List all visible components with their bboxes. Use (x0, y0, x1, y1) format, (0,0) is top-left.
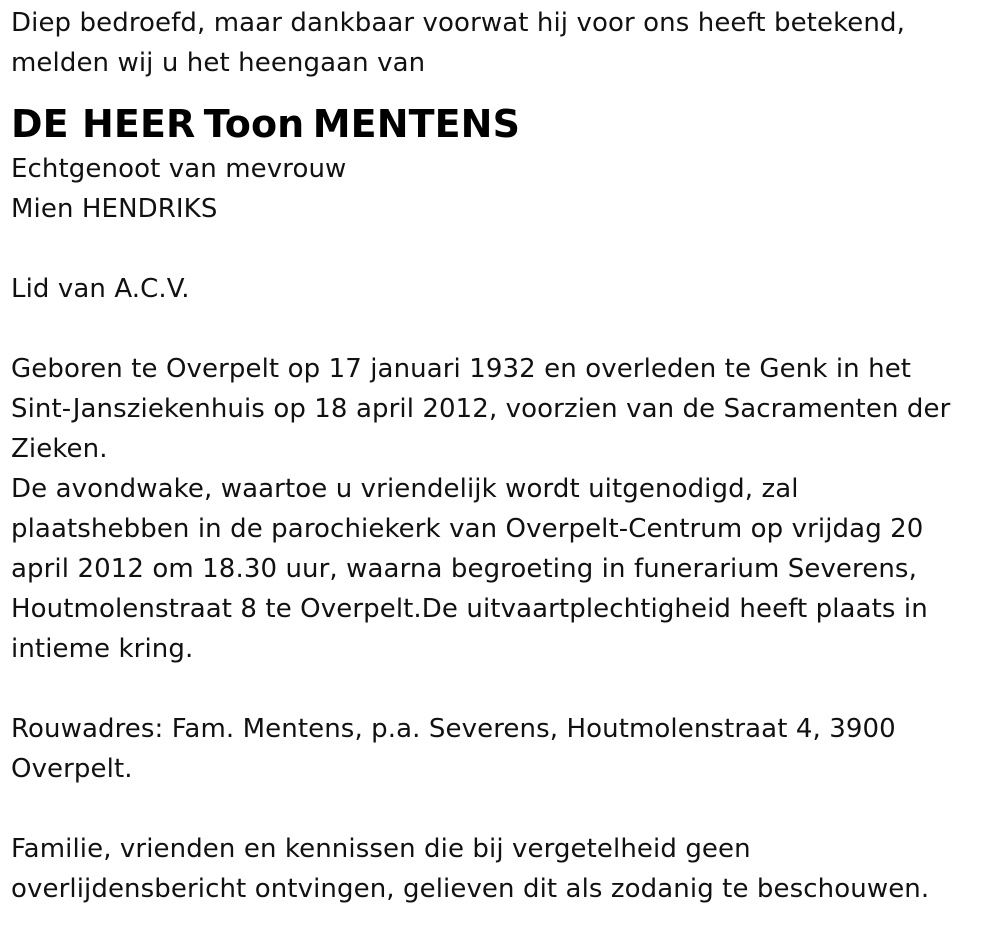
address-line: Overpelt. (11, 754, 133, 784)
details-line: Sint-Jansziekenhuis op 18 april 2012, voorzien van de Sacramenten der (11, 394, 951, 424)
intro-line: Diep bedroefd, maar dankbaar voorwat hij voor ons heeft betekend, (11, 8, 905, 38)
name-prefix: DE HEER (11, 102, 196, 146)
spouse-name: Mien HENDRIKS (11, 194, 218, 224)
membership (11, 269, 991, 309)
deceased-name (11, 101, 991, 147)
details-line: april 2012 om 18.30 uur, waarna begroeting in funerarium Severens, (11, 554, 917, 584)
surname: MENTENS (312, 102, 521, 146)
details-line: De avondwake, waartoe u vriendelijk wordt uitgenodigd, zal (11, 474, 799, 504)
address-line: Rouwadres: Fam. Mentens, p.a. Severens, Houtmolenstraat 4, 3900 (11, 714, 896, 744)
first-name: Toon (203, 102, 305, 146)
spacer (11, 669, 991, 709)
details-line: Houtmolenstraat 8 te Overpelt.De uitvaartplechtigheid heeft plaats in (11, 594, 928, 624)
details-line: Zieken. (11, 434, 108, 464)
spouse-line: Echtgenoot van mevrouw (11, 154, 347, 184)
details-line: plaatshebben in de parochiekerk van Overpelt-Centrum op vrijdag 20 (11, 514, 924, 544)
details-line: Geboren te Overpelt op 17 januari 1932 en overleden te Genk in het (11, 354, 912, 384)
intro-line: melden wij u het heengaan van (11, 48, 426, 78)
closing-line: Familie, vrienden en kennissen die bij vergetelheid geen (11, 834, 751, 864)
closing-line: overlijdensbericht ontvingen, gelieven dit als zodanig te beschouwen. (11, 874, 930, 904)
address-paragraph (11, 709, 991, 789)
spacer (11, 309, 991, 349)
details-line: intieme kring. (11, 634, 194, 664)
obituary-notice (11, 3, 991, 909)
spouse-info (11, 149, 991, 229)
intro-paragraph (11, 3, 991, 83)
membership-line: Lid van A.C.V. (11, 274, 190, 304)
details-paragraph (11, 349, 991, 669)
spacer (11, 789, 991, 829)
closing-paragraph (11, 829, 991, 909)
spacer (11, 229, 991, 269)
